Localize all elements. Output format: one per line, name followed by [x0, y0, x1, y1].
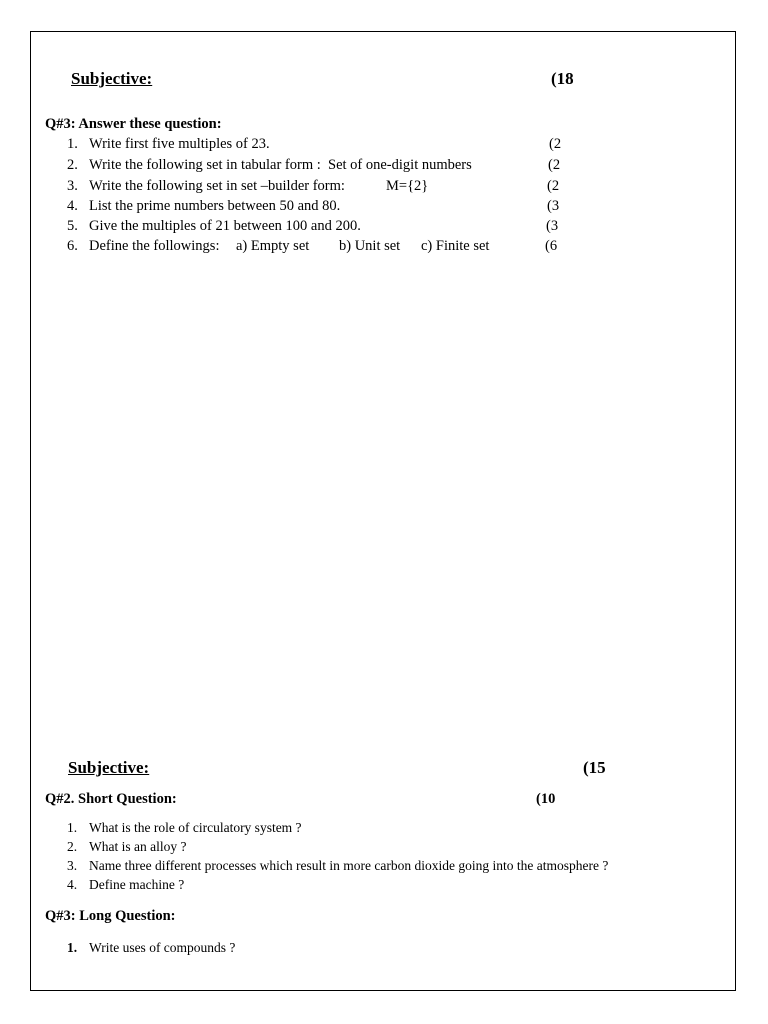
item-number: 1.	[67, 136, 78, 152]
item-text: What is the role of circulatory system ?	[89, 820, 302, 835]
item-text: Name three different processes which result in more carbon dioxide going into the atmosphere ?	[89, 858, 609, 873]
item-number: 1.	[67, 820, 78, 835]
section1-question-title: Q#3: Answer these question:	[45, 116, 222, 132]
item-number: 3.	[67, 858, 78, 873]
long-question-title: Q#3: Long Question:	[45, 908, 176, 924]
item-marks: (2	[548, 157, 561, 173]
list-item	[67, 940, 235, 956]
item-text: Write the following set in tabular form : Set of one-digit numbers	[89, 157, 472, 173]
item-text: Give the multiples of 21 between 100 and 200.	[89, 218, 361, 234]
short-question-title: Q#2. Short Question:	[45, 791, 177, 807]
list-item	[67, 839, 186, 855]
item-text: List the prime numbers between 50 and 80.	[89, 198, 341, 214]
section1-heading: Subjective:	[71, 69, 153, 88]
item-marks: (3	[546, 218, 559, 234]
item-number: 1.	[67, 940, 78, 955]
item-number: 2.	[67, 839, 78, 854]
list-item	[67, 136, 270, 153]
item-marks: (2	[549, 136, 562, 152]
item-text: Define the followings:	[89, 238, 220, 254]
option-b: b) Unit set	[339, 238, 401, 254]
item-number: 4.	[67, 877, 78, 892]
list-item	[67, 877, 184, 893]
list-item	[67, 178, 345, 195]
item-number: 6.	[67, 238, 78, 254]
list-item	[67, 218, 361, 235]
item-number: 3.	[67, 178, 78, 194]
set-notation: M={2}	[386, 178, 429, 194]
list-item	[67, 198, 340, 215]
option-c: c) Finite set	[421, 238, 490, 254]
item-text: What is an alloy ?	[89, 839, 187, 854]
section2-heading: Subjective:	[68, 758, 150, 777]
option-a: a) Empty set	[236, 238, 310, 254]
item-marks: (3	[547, 198, 560, 214]
list-item	[67, 858, 608, 874]
item-text: Write uses of compounds ?	[89, 940, 236, 955]
item-text: Write the following set in set –builder form:	[89, 178, 345, 194]
item-number: 2.	[67, 157, 78, 173]
list-item	[67, 820, 302, 836]
item-marks: (6	[545, 238, 558, 254]
section1-marks: (18	[551, 69, 574, 88]
item-marks: (2	[547, 178, 560, 194]
item-text: Define machine ?	[89, 877, 185, 892]
item-number: 4.	[67, 198, 78, 214]
section2-marks: (15	[583, 758, 606, 777]
item-text: Write first five multiples of 23.	[89, 136, 270, 152]
item-number: 5.	[67, 218, 78, 234]
list-item	[67, 157, 472, 174]
list-item	[67, 238, 219, 255]
short-question-marks: (10	[536, 791, 556, 807]
